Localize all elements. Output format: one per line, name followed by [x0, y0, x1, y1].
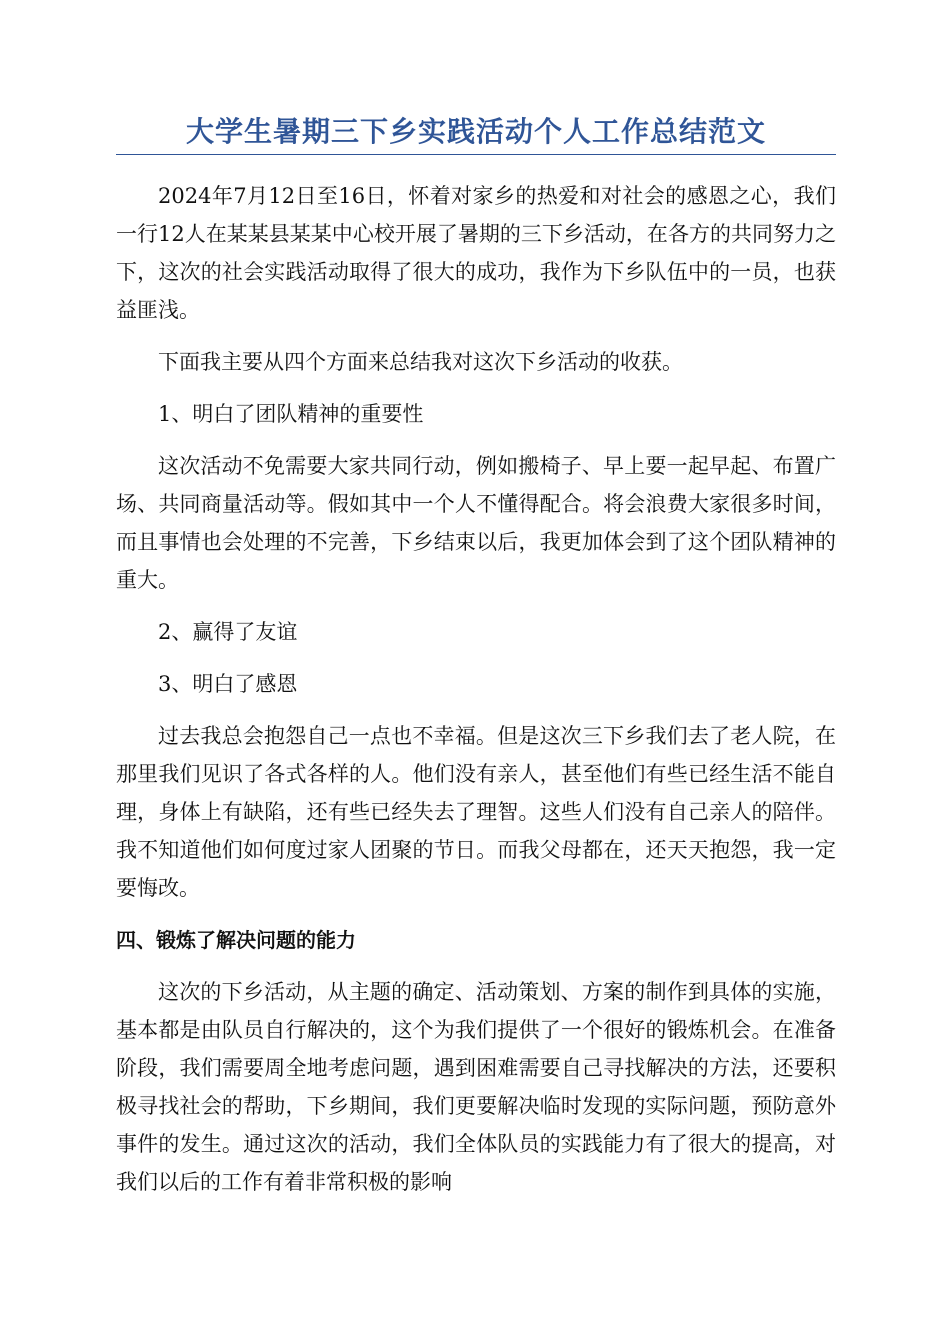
paragraph-gratitude: 过去我总会抱怨自己一点也不幸福。但是这次三下乡我们去了老人院，在那里我们见识了各式各样的人。他们没有亲人，甚至他们有些已经生活不能自理，身体上有缺陷，还有些已经失去了理智。这些人们没有自己亲人的陪伴。我不知道他们如何度过家人团聚的节日。而我父母都在，还天天抱怨，我一定要悔改。	[116, 724, 836, 900]
paragraph-intro: 2024年7月12日至16日，怀着对家乡的热爱和对社会的感恩之心，我们一行12人在某某县某某中心校开展了暑期的三下乡活动，在各方的共同努力之下，这次的社会实践活动取得了很大的成功，我作为下乡队伍中的一员，也获益匪浅。	[116, 184, 836, 322]
document-body	[116, 177, 836, 1201]
paragraph-problem-solving: 这次的下乡活动，从主题的确定、活动策划、方案的制作到具体的实施，基本都是由队员自行解决的，这个为我们提供了一个很好的锻炼机会。在准备阶段，我们需要周全地考虑问题，遇到困难需要自己寻找解决的方法，还要积极寻找社会的帮助，下乡期间，我们更要解决临时发现的实际问题，预防意外事件的发生。通过这次的活动，我们全体队员的实践能力有了很大的提高，对我们以后的工作有着非常积极的影响	[116, 980, 836, 1194]
paragraph-overview: 下面我主要从四个方面来总结我对这次下乡活动的收获。	[158, 350, 683, 374]
section-heading-4: 四、锻炼了解决问题的能力	[116, 928, 356, 952]
section-item-1: 1、明白了团队精神的重要性	[158, 402, 424, 426]
document-title: 大学生暑期三下乡实践活动个人工作总结范文	[116, 112, 836, 155]
section-item-3: 3、明白了感恩	[158, 672, 298, 696]
section-item-2: 2、赢得了友谊	[158, 620, 298, 644]
document-page	[116, 112, 836, 1215]
paragraph-teamwork: 这次活动不免需要大家共同行动，例如搬椅子、早上要一起早起、布置广场、共同商量活动等。假如其中一个人不懂得配合。将会浪费大家很多时间，而且事情也会处理的不完善，下乡结束以后，我更加体会到了这个团队精神的重大。	[116, 454, 836, 592]
